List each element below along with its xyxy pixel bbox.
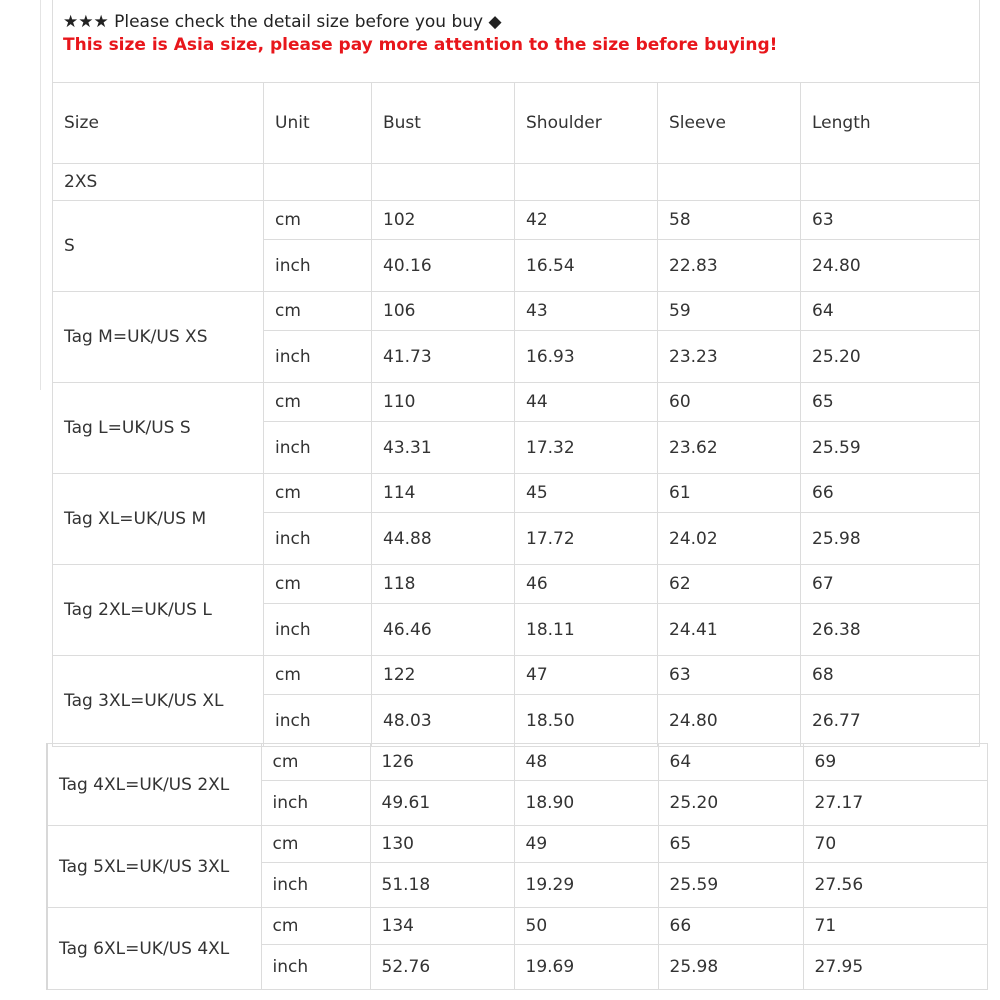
unit-cell: cm (264, 383, 372, 422)
bust-cell: 52.76 (370, 945, 514, 990)
length-cell: 24.80 (801, 240, 980, 292)
length-cell: 27.95 (803, 945, 987, 990)
bust-cell: 126 (370, 744, 514, 781)
unit-cell: inch (264, 513, 372, 565)
shoulder-cell: 45 (515, 474, 658, 513)
empty-cell (264, 164, 372, 201)
sleeve-cell: 64 (658, 744, 803, 781)
header-sleeve: Sleeve (658, 83, 801, 164)
table-row (53, 201, 980, 240)
length-cell: 25.59 (801, 422, 980, 474)
shoulder-cell: 42 (515, 201, 658, 240)
unit-cell: cm (261, 744, 370, 781)
length-cell: 25.98 (801, 513, 980, 565)
sleeve-cell: 25.98 (658, 945, 803, 990)
size-cell: 2XS (53, 164, 264, 201)
size-cell: Tag XL=UK/US M (53, 474, 264, 565)
shoulder-cell: 46 (515, 565, 658, 604)
header-length: Length (801, 83, 980, 164)
size-cell: Tag L=UK/US S (53, 383, 264, 474)
sleeve-cell: 66 (658, 908, 803, 945)
empty-cell (658, 164, 801, 201)
bust-cell: 110 (372, 383, 515, 422)
size-cell: Tag 2XL=UK/US L (53, 565, 264, 656)
unit-cell: cm (264, 292, 372, 331)
unit-cell: inch (261, 863, 370, 908)
sleeve-cell: 25.20 (658, 781, 803, 826)
unit-cell: inch (261, 945, 370, 990)
size-cell: Tag 6XL=UK/US 4XL (47, 908, 261, 990)
sleeve-cell: 22.83 (658, 240, 801, 292)
table-row (53, 164, 980, 201)
sleeve-cell: 59 (658, 292, 801, 331)
shoulder-cell: 49 (514, 826, 658, 863)
unit-cell: inch (264, 422, 372, 474)
length-cell: 69 (803, 744, 987, 781)
bust-cell: 134 (370, 908, 514, 945)
sleeve-cell: 23.62 (658, 422, 801, 474)
shoulder-cell: 18.90 (514, 781, 658, 826)
sleeve-cell: 24.80 (658, 695, 801, 747)
length-cell: 26.77 (801, 695, 980, 747)
sleeve-cell: 63 (658, 656, 801, 695)
notice-line-2-warning: This size is Asia size, please pay more attention to the size before buying! (63, 35, 778, 55)
unit-cell: cm (264, 474, 372, 513)
length-cell: 68 (801, 656, 980, 695)
bust-cell: 40.16 (372, 240, 515, 292)
shoulder-cell: 16.54 (515, 240, 658, 292)
size-cell: S (53, 201, 264, 292)
header-bust: Bust (372, 83, 515, 164)
sleeve-cell: 24.02 (658, 513, 801, 565)
bust-cell: 46.46 (372, 604, 515, 656)
sleeve-cell: 24.41 (658, 604, 801, 656)
unit-cell: cm (264, 656, 372, 695)
bust-cell: 102 (372, 201, 515, 240)
shoulder-cell: 19.29 (514, 863, 658, 908)
bust-cell: 114 (372, 474, 515, 513)
length-cell: 64 (801, 292, 980, 331)
bust-cell: 130 (370, 826, 514, 863)
unit-cell: inch (264, 240, 372, 292)
table-row (47, 744, 987, 781)
empty-cell (801, 164, 980, 201)
bust-cell: 43.31 (372, 422, 515, 474)
bust-cell: 48.03 (372, 695, 515, 747)
shoulder-cell: 50 (514, 908, 658, 945)
bust-cell: 118 (372, 565, 515, 604)
size-cell: Tag 5XL=UK/US 3XL (47, 826, 261, 908)
length-cell: 70 (803, 826, 987, 863)
table-row (47, 826, 987, 863)
header-size: Size (53, 83, 264, 164)
sleeve-cell: 62 (658, 565, 801, 604)
table-row (53, 565, 980, 604)
size-cell: Tag 3XL=UK/US XL (53, 656, 264, 747)
sleeve-cell: 23.23 (658, 331, 801, 383)
bust-cell: 51.18 (370, 863, 514, 908)
shoulder-cell: 44 (515, 383, 658, 422)
header-shoulder: Shoulder (515, 83, 658, 164)
sleeve-cell: 65 (658, 826, 803, 863)
unit-cell: cm (264, 201, 372, 240)
shoulder-cell: 48 (514, 744, 658, 781)
empty-cell (372, 164, 515, 201)
table-row (53, 474, 980, 513)
shoulder-cell: 18.11 (515, 604, 658, 656)
unit-cell: cm (261, 908, 370, 945)
shoulder-cell: 47 (515, 656, 658, 695)
length-cell: 63 (801, 201, 980, 240)
unit-cell: inch (264, 695, 372, 747)
unit-cell: cm (264, 565, 372, 604)
length-cell: 27.17 (803, 781, 987, 826)
length-cell: 65 (801, 383, 980, 422)
sleeve-cell: 60 (658, 383, 801, 422)
unit-cell: cm (261, 826, 370, 863)
table-row (53, 656, 980, 695)
shoulder-cell: 43 (515, 292, 658, 331)
sleeve-cell: 58 (658, 201, 801, 240)
table-row (53, 383, 980, 422)
empty-cell (515, 164, 658, 201)
length-cell: 25.20 (801, 331, 980, 383)
shoulder-cell: 18.50 (515, 695, 658, 747)
bust-cell: 106 (372, 292, 515, 331)
bust-cell: 41.73 (372, 331, 515, 383)
table-row (53, 292, 980, 331)
bust-cell: 122 (372, 656, 515, 695)
shoulder-cell: 19.69 (514, 945, 658, 990)
length-cell: 27.56 (803, 863, 987, 908)
unit-cell: inch (261, 781, 370, 826)
size-table-top (52, 82, 980, 747)
length-cell: 71 (803, 908, 987, 945)
left-border-line (40, 0, 41, 390)
unit-cell: inch (264, 604, 372, 656)
sleeve-cell: 61 (658, 474, 801, 513)
length-cell: 66 (801, 474, 980, 513)
unit-cell: inch (264, 331, 372, 383)
notice-line-1: ★★★ Please check the detail size before you buy ◆ (63, 12, 502, 32)
bust-cell: 44.88 (372, 513, 515, 565)
size-cell: Tag 4XL=UK/US 2XL (47, 744, 261, 826)
length-cell: 67 (801, 565, 980, 604)
length-cell: 26.38 (801, 604, 980, 656)
header-unit: Unit (264, 83, 372, 164)
shoulder-cell: 16.93 (515, 331, 658, 383)
sleeve-cell: 25.59 (658, 863, 803, 908)
size-table-bottom (46, 743, 988, 990)
table-row (47, 908, 987, 945)
header-row (53, 83, 980, 164)
bust-cell: 49.61 (370, 781, 514, 826)
shoulder-cell: 17.72 (515, 513, 658, 565)
size-cell: Tag M=UK/US XS (53, 292, 264, 383)
shoulder-cell: 17.32 (515, 422, 658, 474)
